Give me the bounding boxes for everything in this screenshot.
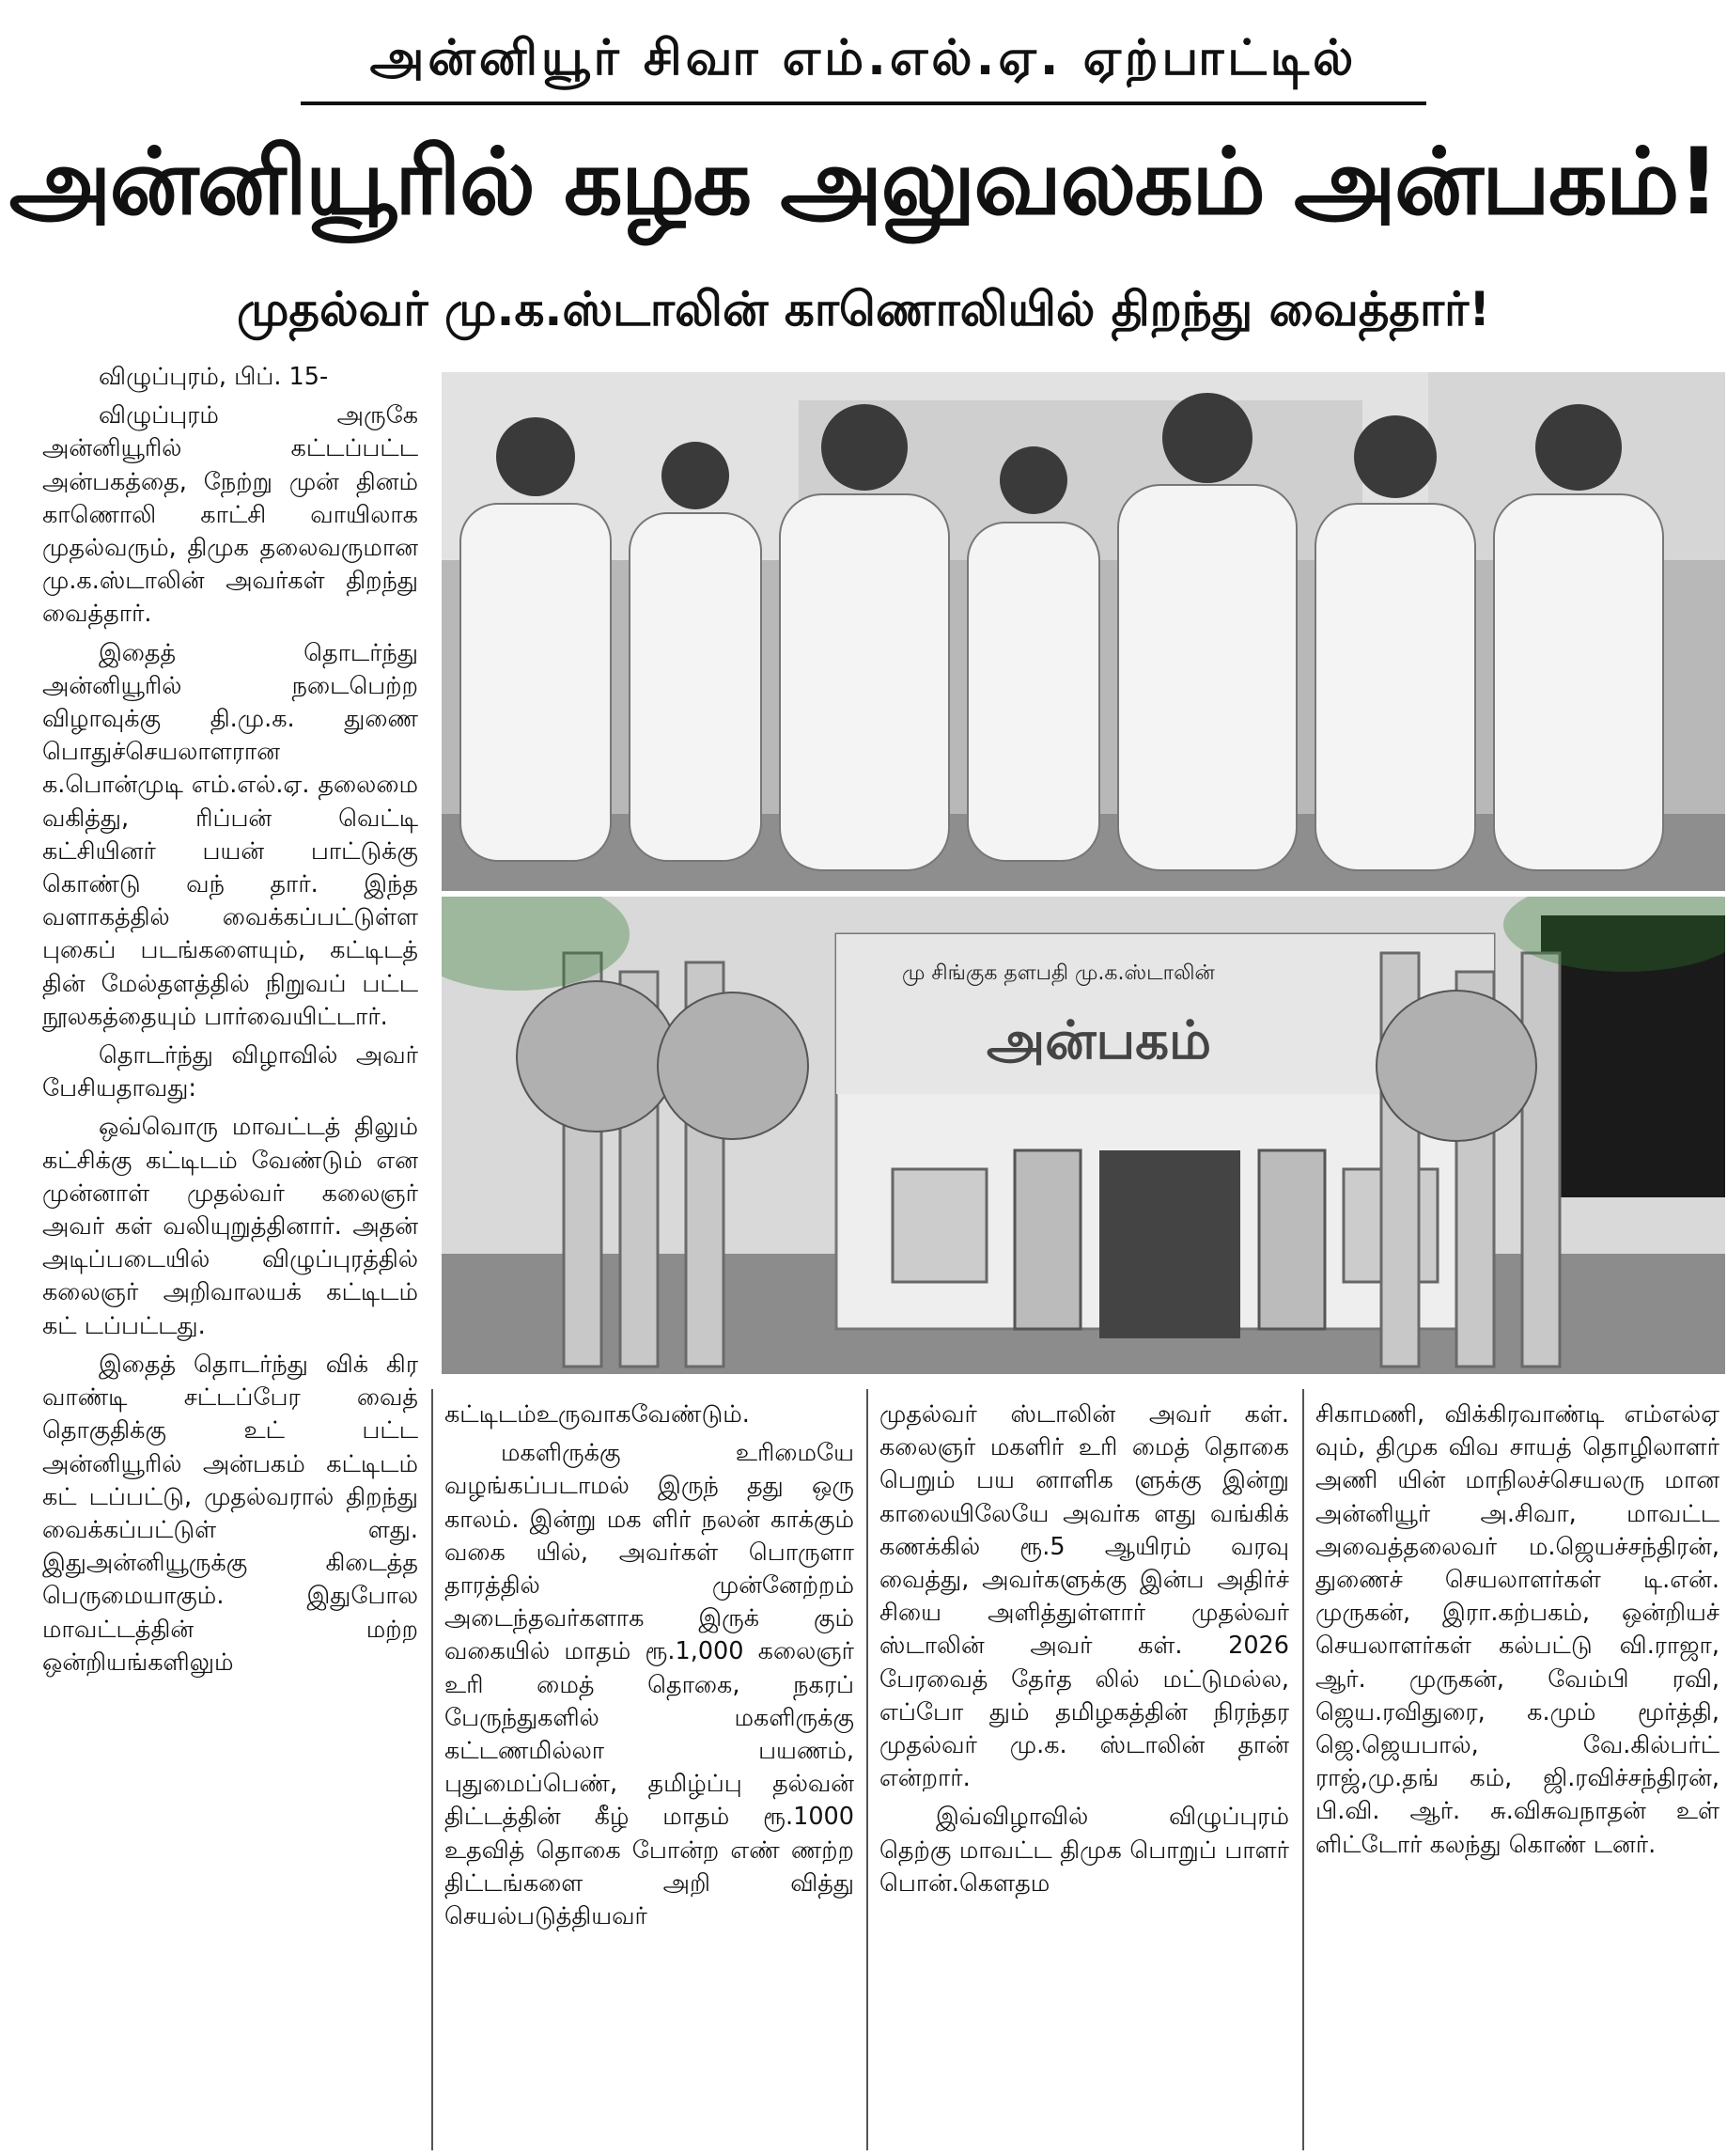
dateline: விழுப்புரம், பிப். 15-	[99, 363, 329, 391]
paragraph: இதைத் தொடர்ந்து விக் கிர வாண்டி சட்டப்பேர வைத் தொகுதிக்கு உட் பட்ட அன்னியூரில் அன்பகம் கட்டிடம் கட் டப்பட்டு, முதல்வரால் திறந்து வைக்கப்பட்டுள் ளது. இதுஅன்னியூருக்கு கிடைத்த பெருமையாகும். இதுபோல மாவட்டத்தின் மற்ற ஒன்றியங்களிலும்	[42, 1350, 418, 1677]
article-column-1	[42, 361, 418, 2147]
article-column-2	[444, 1398, 854, 2150]
event-photo-image	[442, 372, 1725, 891]
paragraph: கட்டிடம்உருவாகவேண்டும்.	[444, 1400, 750, 1429]
kicker: அன்னியூர் சிவா எம்.எல்.ஏ. ஏற்பாட்டில்	[301, 21, 1426, 105]
paragraph: இவ்விழாவில் விழுப்புரம் தெற்கு மாவட்ட திமுக பொறுப் பாளர் பொன்.கௌதம	[879, 1803, 1289, 1898]
paragraph: தொடர்ந்து விழாவில் அவர் பேசியதாவது:	[42, 1041, 418, 1103]
paragraph: சிகாமணி, விக்கிரவாண்டி எம்எல்ஏ வும், திமுக விவ சாயத் தொழிலாளர் அணி யின் மாநிலச்செயலரு மான அன்னியூர் அ.சிவா, மாவட்ட அவைத்தலைவர் ம.ஜெயச்சந்திரன், துணைச் செயலாளர்கள் டி.என். முருகன், இரா.கற்பகம், ஒன்றியச் செயலாளர்கள் கல்பட்டு வி.ராஜா, ஆர். முருகன், வேம்பி ரவி, ஜெய.ரவிதுரை, க.மும் மூர்த்தி, ஜெ.ஜெயபால், வே.கில்பர்ட் ராஜ்,மு.தங் கம், ஜி.ரவிச்சந்திரன், பி.வி. ஆர். சு.விசுவநாதன் உள் ளிட்டோர் கலந்து கொண் டனர்.	[1315, 1400, 1719, 1859]
paragraph: முதல்வர் ஸ்டாலின் அவர் கள். கலைஞர் மகளிர் உரி மைத் தொகை பெறும் பய னாளிக ளுக்கு இன்று காலையிலேயே அவர்க ளது வங்கிக் கணக்கில் ரூ.5 ஆயிரம் வரவு வைத்து, அவர்களுக்கு இன்ப அதிர்ச் சியை அளித்துள்ளார் முதல்வர் ஸ்டாலின் அவர் கள். 2026 பேரவைத் தேர்த லில் மட்டுமல்ல, எப்போ தும் தமிழகத்தின் நிரந்தர முதல்வர் மு.க. ஸ்டாலின் தான் என்றார்.	[879, 1400, 1289, 1793]
column-divider	[866, 1389, 868, 2150]
subhead: முதல்வர் மு.க.ஸ்டாலின் காணொலியில் திறந்து வைத்தார்!	[236, 281, 1491, 336]
article-column-3	[879, 1398, 1289, 2150]
paragraph: மகளிருக்கு உரிமையே வழங்கப்படாமல் இருந் தது ஒரு காலம். இன்று மக ளிர் நலன் காக்கும் வகை யில், அவர்கள் பொருளா தாரத்தில் முன்னேற்றம் அடைந்தவர்களாக இருக் கும் வகையில் மாதம் ரூ.1,000 கலைஞர் உரி மைத் தொகை, நகரப் பேருந்துகளில் மகளிருக்கு கட்டணமில்லா பயணம், புதுமைப்பெண், தமிழ்ப்பு தல்வன் திட்டத்தின் கீழ் மாதம் ரூ.1000 உதவித் தொகை போன்ற எண் ணற்ற திட்டங்களை அறி வித்து செயல்படுத்தியவர்	[444, 1439, 854, 1931]
paragraph: இதைத் தொடர்ந்து அன்னியூரில் நடைபெற்ற விழாவுக்கு தி.மு.க. துணை பொதுச்செயலாளரான க.பொன்முடி எம்.எல்.ஏ. தலைமை வகித்து, ரிப்பன் வெட்டி கட்சியினர் பயன் பாட்டுக்கு கொண்டு வந் தார். இந்த வளாகத்தில் வைக்கப்பட்டுள்ள புகைப் படங்களையும், கட்டிடத் தின் மேல்தளத்தில் நிறுவப் பட்ட நூலகத்தையும் பார்வையிட்டார்.	[42, 638, 418, 1031]
paragraph: ஒவ்வொரு மாவட்டத் திலும் கட்சிக்கு கட்டிடம் வேண்டும் என முன்னாள் முதல்வர் கலைஞர் அவர் கள் வலியுறுத்தினார். அதன் அடிப்படையில் விழுப்புரத்தில் கலைஞர் அறிவாலயக் கட்டிடம் கட் டப்பட்டது.	[42, 1113, 418, 1340]
sign-main: அன்பகம்	[987, 1010, 1212, 1071]
article-column-4	[1315, 1398, 1719, 2150]
building-photo	[442, 897, 1725, 1374]
headline: அன்னியூரில் கழக அலுவலகம் அன்பகம்!	[8, 128, 1719, 236]
building-photo-image	[442, 897, 1725, 1374]
event-photo	[442, 372, 1725, 891]
column-divider	[431, 1389, 433, 2150]
paragraph: விழுப்புரம் அருகே அன்னியூரில் கட்டப்பட்ட அன்பகத்தை, நேற்று முன் தினம் காணொலி காட்சி வாயிலாக முதல்வரும், திமுக தலைவருமான மு.க.ஸ்டாலின் அவர்கள் திறந்து வைத்தார்.	[42, 401, 418, 629]
column-divider	[1302, 1389, 1304, 2150]
sign-line: மு சிங்குக தளபதி மு.க.ஸ்டாலின்	[902, 961, 1215, 985]
